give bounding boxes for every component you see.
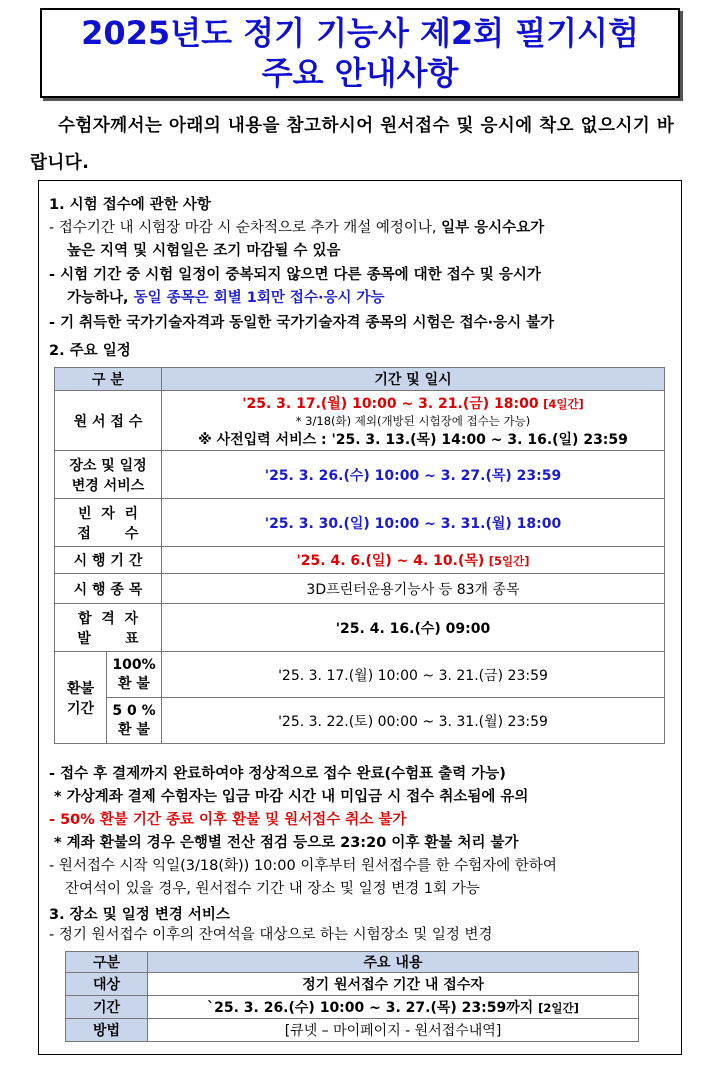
schedule-header-category: 구 분 [55, 368, 162, 391]
pass-label: 합 격 자 발 표 [55, 604, 162, 652]
intro-text: 수험자께서는 아래의 내용을 참고하시어 원서접수 및 응시에 착오 없으시기 바랍니다. [30, 116, 675, 173]
refund-100-value: '25. 3. 17.(월) 10:00 ~ 3. 21.(금) 23:59 [162, 652, 665, 698]
refund-label: 환불 기간 [55, 652, 107, 744]
change-label: 장소 및 일정 변경 서비스 [55, 451, 162, 499]
section1-heading: 1. 시험 접수에 관한 사항 [49, 197, 211, 213]
note-5-line1: - 원서접수 시작 익일(3/18(화)) 10:00 이후부터 원서접수를 한 수험자에 한하여 [49, 858, 557, 874]
main-content-box [38, 180, 682, 1055]
refund-100-label: 100% 환 불 [107, 652, 162, 698]
service-period-label: 기간 [66, 996, 148, 1019]
section3-desc: - 정기 원서접수 이후의 잔여석을 대상으로 하는 시험장소 및 일정 변경 [49, 927, 493, 943]
schedule-table [54, 367, 665, 744]
table-row [55, 499, 665, 547]
exam-period-label: 시 행 기 간 [55, 547, 162, 574]
service-target-label: 대상 [66, 973, 148, 996]
service-period-value: `25. 3. 26.(수) 10:00 ~ 3. 27.(목) 23:59까지 [2일간] [148, 996, 639, 1019]
vacant-value: '25. 3. 30.(일) 10:00 ~ 3. 31.(월) 18:00 [162, 499, 665, 547]
table-row [55, 698, 665, 744]
note-1: - 접수 후 결제까지 완료하여야 정상적으로 접수 완료(수험표 출력 가능) [49, 766, 506, 782]
s1-bullet1-line2: 높은 지역 및 시험일은 조기 마감될 수 있음 [67, 243, 341, 259]
table-row [66, 1019, 639, 1042]
title-box [40, 8, 680, 98]
service-method-label: 방법 [66, 1019, 148, 1042]
service-header-category: 구분 [66, 952, 148, 973]
change-service-table [65, 951, 639, 1042]
service-method-value: [큐넷 – 마이페이지 - 원서접수내역] [148, 1019, 639, 1042]
s1-bullet2-line2: 가능하나, 동일 종목은 회별 1회만 접수·응시 가능 [67, 290, 385, 306]
section3-heading: 3. 장소 및 일정 변경 서비스 [49, 907, 230, 923]
apply-label: 원 서 접 수 [55, 391, 162, 451]
s1-bullet3: - 기 취득한 국가기술자격과 동일한 국가기술자격 종목의 시험은 접수·응시 불가 [49, 315, 555, 331]
note-4: * 계좌 환불의 경우 은행별 전산 점검 등으로 23:20 이후 환불 처리 불가 [49, 835, 519, 851]
schedule-header-period: 기간 및 일시 [162, 368, 665, 391]
page-title-line2: 주요 안내사항 [261, 54, 459, 92]
table-row [55, 574, 665, 604]
apply-cell: '25. 3. 17.(월) 10:00 ~ 3. 21.(금) 18:00 [4일간] * 3/18(화) 제외(개방된 시험장에 접수는 가능) ※ 사전입력 서비스 : '25. 3. 13.(목) 14:00 ~ 3. 16.(일) 23:59 [162, 391, 665, 451]
table-row [55, 652, 665, 698]
exam-items-value: 3D프린터운용기능사 등 83개 종목 [162, 574, 665, 604]
table-row [66, 973, 639, 996]
refund-50-label: 5 0 % 환 불 [107, 698, 162, 744]
note-2: * 가상계좌 결제 수험자는 입금 마감 시간 내 미입금 시 접수 취소됨에 유의 [49, 789, 529, 805]
table-row [55, 547, 665, 574]
exam-items-label: 시 행 종 목 [55, 574, 162, 604]
note-3: - 50% 환불 기간 종료 이후 환불 및 원서접수 취소 불가 [49, 812, 407, 828]
service-header-content: 주요 내용 [148, 952, 639, 973]
service-target-value: 정기 원서접수 기간 내 접수자 [148, 973, 639, 996]
vacant-label: 빈 자 리 접 수 [55, 499, 162, 547]
table-row [55, 391, 665, 451]
table-row [55, 604, 665, 652]
exam-period-value: '25. 4. 6.(일) ~ 4. 10.(목) [5일간] [162, 547, 665, 574]
section2-heading: 2. 주요 일정 [49, 343, 131, 359]
change-value: '25. 3. 26.(수) 10:00 ~ 3. 27.(목) 23:59 [162, 451, 665, 499]
s1-bullet1-line1: - 접수기간 내 시험장 마감 시 순차적으로 추가 개설 예정이나, 일부 응시수요가 [49, 220, 545, 236]
table-row [66, 996, 639, 1019]
pass-value: '25. 4. 16.(수) 09:00 [162, 604, 665, 652]
page-title-line1: 2025년도 정기 기능사 제2회 필기시험 [81, 14, 639, 52]
table-row [55, 451, 665, 499]
s1-bullet2-line1: - 시험 기간 중 시험 일정이 중복되지 않으면 다른 종목에 대한 접수 및 응시가 [49, 267, 541, 283]
refund-50-value: '25. 3. 22.(토) 00:00 ~ 3. 31.(월) 23:59 [162, 698, 665, 744]
note-5-line2: 잔여석이 있을 경우, 원서접수 기간 내 장소 및 일정 변경 1회 가능 [65, 881, 480, 897]
